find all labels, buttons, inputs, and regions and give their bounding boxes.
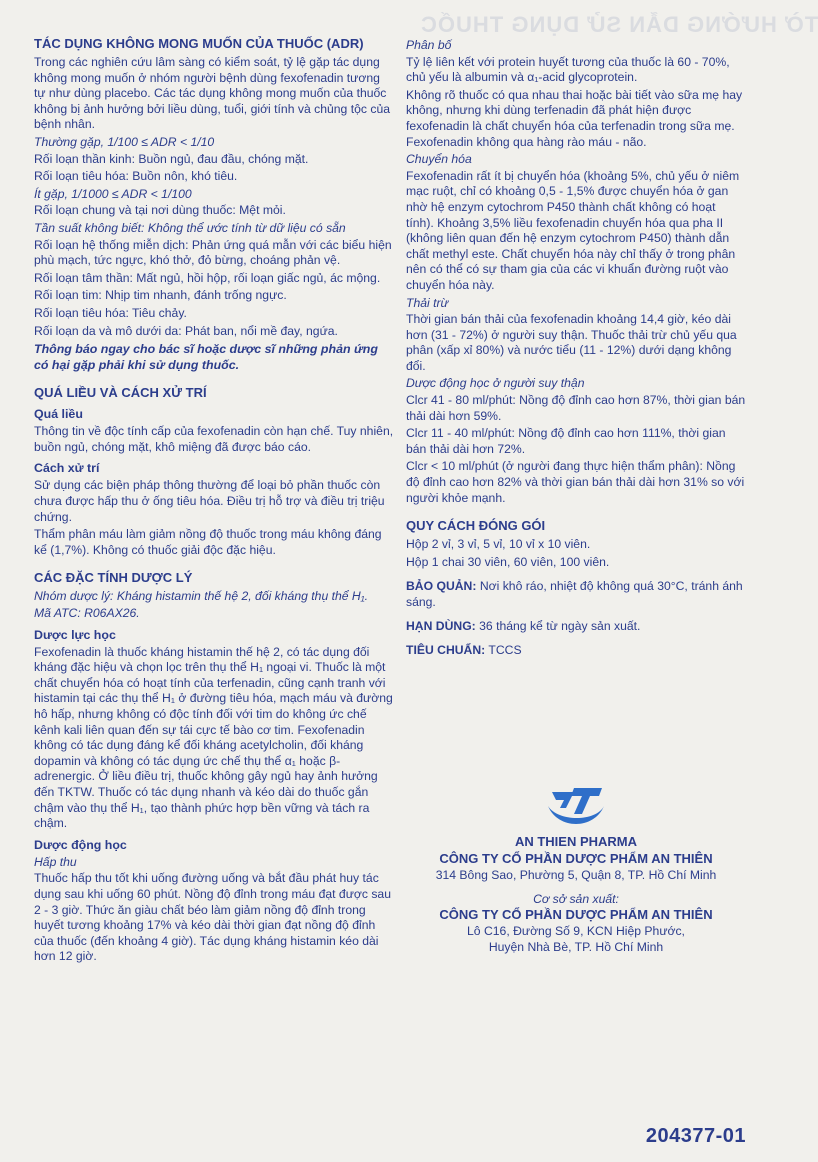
- facility-address-2: Huyện Nhà Bè, TP. Hồ Chí Minh: [488, 940, 664, 955]
- adr-rare-1: Rối loạn chung và tại nơi dùng thuốc: Mệt mỏi.: [34, 203, 286, 218]
- metabolism-text: Fexofenadin rất ít bị chuyển hóa (khoảng 5%, chủ yếu ở niêm mạc ruột, chỉ có khoảng 0,5 - 1,5% được chuyển hóa ở gan nhờ hệ enzym cytochrom P450 thành chất không có hoạt tính). Khoảng 3,5% liều fexofenadin chuyển hóa qua pha II (không liên quan đến hệ enzym cytochrom P450) thành dẫn chất methyl este. Chất chuyển hóa này chỉ thấy ở trong phân nên có thể có sự tham gia của các vi khuẩn đường ruột vào chuyển hóa này.: [406, 168, 740, 292]
- distribution-label: Phân bố: [406, 38, 452, 52]
- renal-item-1: Clcr 41 - 80 ml/phút: Nồng độ đỉnh cao hơn 87%, thời gian bán thải dài hơn 59%.: [406, 393, 746, 423]
- expiry-text: 36 tháng kể từ ngày sản xuất.: [479, 619, 641, 634]
- company-name: CÔNG TY CỔ PHẦN DƯỢC PHẨM AN THIÊN: [439, 851, 713, 867]
- adr-heading: TÁC DỤNG KHÔNG MONG MUỐN CỦA THUỐC (ADR): [34, 36, 364, 51]
- adr-common-2: Rối loạn tiêu hóa: Buồn nôn, khó tiêu.: [34, 169, 238, 184]
- standard-text: TCCS: [488, 643, 522, 658]
- distribution-text-2: Không rõ thuốc có qua nhau thai hoặc bài tiết vào sữa mẹ hay không, nhưng khi dùng terfenadin đã phát hiện được fexofenadin là chất chuyển hóa của terfenadin trong sữa mẹ. Fexofenadin không qua hàng rào máu - não.: [406, 87, 743, 149]
- elimination-label: Thải trừ: [406, 295, 449, 310]
- adr-unknown-2: Rối loạn tâm thần: Mất ngủ, hồi hộp, rối loạn giấc ngủ, ác mộng.: [34, 270, 381, 285]
- absorption-label: Hấp thu: [34, 854, 77, 869]
- facility-label: Cơ sở sản xuất:: [533, 892, 619, 907]
- storage-label: BẢO QUẢN:: [406, 579, 477, 594]
- adr-notice: Thông báo ngay cho bác sĩ hoặc dược sĩ những phản ứng có hại gặp phải khi sử dụng thuốc.: [34, 342, 378, 372]
- adr-common-label: Thường gặp, 1/100 ≤ ADR < 1/10: [34, 134, 215, 149]
- document-code: 204377-01: [645, 1125, 746, 1147]
- treatment-text: Sử dụng các biện pháp thông thường để loại bỏ phần thuốc còn chưa được hấp thu ở ống tiêu hóa. Điều trị hỗ trợ và điều trị triệu chứng.: [34, 478, 385, 524]
- adr-intro: Trong các nghiên cứu lâm sàng có kiểm soát, tỷ lệ gặp tác dụng không mong muốn ở nhóm người bệnh dùng fexofenadin tương tự như dùng placebo. Các tác dụng không mong muốn của thuốc không bị ảnh hưởng bởi liều dùng, tuổi, giới tính và chủng tộc của bệnh nhân.: [34, 55, 391, 132]
- renal-label: Dược động học ở người suy thận: [406, 376, 585, 391]
- standard-label: TIÊU CHUẨN:: [406, 643, 486, 658]
- storage-row: [406, 578, 746, 610]
- overdose-subheading: Quá liều: [34, 407, 83, 422]
- dialysis-text: Thẩm phân máu làm giảm nồng độ thuốc trong máu không đáng kể (1,7%). Không có thuốc giải độc đặc hiệu.: [34, 527, 382, 557]
- facility-name: CÔNG TY CỔ PHẦN DƯỢC PHẨM AN THIÊN: [439, 907, 713, 923]
- adr-unknown-1: Rối loạn hệ thống miễn dịch: Phản ứng quá mẫn với các biểu hiện phù mạch, tức ngực, khó thở, đỏ bừng, choáng phản vệ.: [34, 237, 392, 268]
- absorption-text: Thuốc hấp thu tốt khi uống đường uống và bắt đầu phát huy tác dụng sau khi uống 60 phút. Nồng độ đỉnh trong máu đạt được sau 2 - 3 giờ. Thức ăn giàu chất béo làm giảm nồng độ đỉnh trong huyết tương khoảng 17% và kéo dài thời gian đạt nồng độ đỉnh của thuốc (đến khoảng 4 giờ). Tác dụng kháng histamin kéo dài hơn 12 giờ.: [34, 871, 391, 964]
- bleed-through-text: TỜ HƯỚNG DẪN SỬ DỤNG THUỐC: [420, 12, 818, 37]
- an-thien-logo: [544, 776, 608, 834]
- adr-rare-label: Ít gặp, 1/1000 ≤ ADR < 1/100: [34, 186, 192, 201]
- distribution-text-1: Tỷ lệ liên kết với protein huyết tương của thuốc là 60 - 70%, chủ yếu là albumin và α₁-acid glycoprotein.: [406, 54, 730, 85]
- packaging-heading: QUY CÁCH ĐÓNG GÓI: [406, 518, 546, 534]
- left-column: [0, 0, 402, 1162]
- pharmacokinetics-heading: Dược động học: [34, 837, 127, 852]
- company-address: 314 Bông Sao, Phường 5, Quận 8, TP. Hồ Chí Minh: [435, 868, 717, 883]
- pharmacology-group: Nhóm dược lý: Kháng histamin thế hệ 2, đối kháng thụ thể H₁.: [34, 589, 368, 604]
- pharmacodynamics-heading: Dược lực học: [34, 627, 116, 642]
- adr-unknown-3: Rối loạn tim: Nhịp tim nhanh, đánh trống ngực.: [34, 288, 287, 303]
- atc-code: Mã ATC: R06AX26.: [34, 606, 140, 621]
- treatment-subheading: Cách xử trí: [34, 461, 100, 476]
- facility-address-1: Lô C16, Đường Số 9, KCN Hiệp Phước,: [467, 924, 685, 939]
- adr-unknown-label: Tần suất không biết: Không thể ước tính từ dữ liệu có sẵn: [34, 220, 346, 235]
- brand-name: AN THIEN PHARMA: [514, 834, 638, 850]
- right-column: [402, 0, 768, 1162]
- company-block: [406, 776, 746, 955]
- adr-unknown-4: Rối loạn tiêu hóa: Tiêu chảy.: [34, 305, 187, 320]
- pharmacodynamics-text: Fexofenadin là thuốc kháng histamin thế hệ 2, có tác dụng đối kháng đặc hiệu và chọn lọc trên thụ thể H₁ ngoại vi. Thuốc là một chất chuyển hóa có hoạt tính của terfenadin, cũng cạnh tranh với histamin tại các thụ thể H₁ ở đường tiêu hóa, mạch máu và đường hô hấp, nhưng không có độc tính đối với tim do không ức chế kênh kali liên quan đến sự tái cực tế bào cơ tim. Fexofenadin không có tác dụng đáng kể đối kháng acetylcholin, đối kháng dopamin và không có tác dụng ức chế thụ thể α₁ hoặc β-adrenergic. Ở liều điều trị, thuốc không gây ngủ hay ảnh hưởng đến TKTW. Thuốc có tác dụng nhanh và kéo dài do thuốc gắn chậm vào thụ thể H₁, tạo thành phức hợp bền vững và tách ra chậm.: [34, 644, 393, 831]
- renal-item-3: Clcr < 10 ml/phút (ở người đang thực hiện thẩm phân): Nồng độ đỉnh cao hơn 82% và thời gian bán thải dài hơn 31% so với người khỏe mạnh.: [406, 459, 745, 505]
- packaging-item-2: Hộp 1 chai 30 viên, 60 viên, 100 viên.: [406, 554, 610, 569]
- standard-row: [406, 642, 746, 658]
- overdose-heading: QUÁ LIỀU VÀ CÁCH XỬ TRÍ: [34, 385, 207, 401]
- expiry-label: HẠN DÙNG:: [406, 619, 476, 634]
- renal-item-2: Clcr 11 - 40 ml/phút: Nồng độ đỉnh cao hơn 111%, thời gian bán thải dài hơn 72%.: [406, 426, 726, 456]
- expiry-row: [406, 618, 746, 634]
- adr-unknown-5: Rối loạn da và mô dưới da: Phát ban, nổi mề đay, ngứa.: [34, 323, 338, 338]
- pharmacology-heading: CÁC ĐẶC TÍNH DƯỢC LÝ: [34, 570, 193, 586]
- storage-text: Nơi khô ráo, nhiệt độ không quá 30°C, tránh ánh sáng.: [406, 579, 743, 610]
- overdose-text: Thông tin về độc tính cấp của fexofenadin còn hạn chế. Tuy nhiên, buồn ngủ, chóng mặt, khô miệng đã được báo cáo.: [34, 424, 394, 454]
- metabolism-label: Chuyển hóa: [406, 152, 472, 167]
- packaging-item-1: Hộp 2 vỉ, 3 vỉ, 5 vỉ, 10 vỉ x 10 viên.: [406, 537, 591, 552]
- elimination-text: Thời gian bán thải của fexofenadin khoảng 14,4 giờ, kéo dài hơn (31 - 72%) ở người suy thận. Thuốc thải trừ chủ yếu qua phân (xấp xỉ 80%) và nước tiểu (11 - 12%) dưới dạng không đổi.: [406, 312, 737, 373]
- adr-common-1: Rối loạn thần kinh: Buồn ngủ, đau đầu, chóng mặt.: [34, 151, 309, 166]
